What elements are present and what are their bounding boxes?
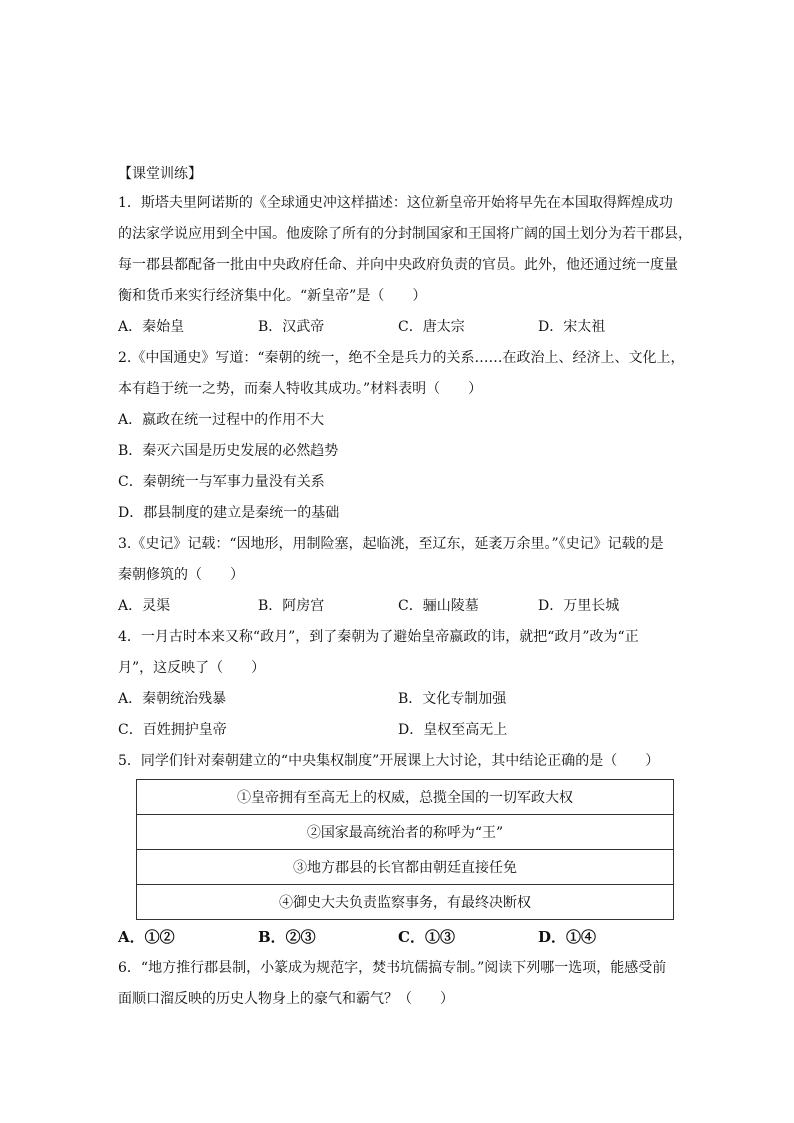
section-title: 【课堂训练】: [118, 166, 202, 182]
question-4-line-2: 月”，这反映了（ ）: [118, 660, 266, 676]
question-2-line-2: 本有趋于统一之势，而秦人特收其成功。”材料表明（ ）: [118, 381, 483, 397]
option-a: A．嬴政在统一过程中的作用不大: [118, 412, 325, 428]
question-4: [118, 622, 678, 746]
worksheet-page: [118, 160, 692, 1015]
question-2: [118, 343, 685, 529]
question-6-line-2: 面顺口溜反映的历史人物身上的豪气和霸气？（ ）: [118, 991, 454, 1007]
option-b: B．文化专制加强: [398, 691, 507, 707]
question-1-line-4: 衡和货币来实行经济集中化。“新皇帝”是（ ）: [118, 288, 427, 304]
option-b: B．秦灭六国是历史发展的必然趋势: [118, 443, 339, 459]
question-5-line-1: 5．同学们针对秦朝建立的“中央集权制度”开展课上大讨论，其中结论正确的是（ ）: [118, 753, 660, 769]
question-2-line-1: 2.《中国通史》写道：“秦朝的统一，绝不全是兵力的关系……在政治上、经济上、文化上，: [118, 350, 685, 366]
option-d: D．万里长城: [538, 598, 620, 614]
question-4-options-row-1: [118, 684, 678, 715]
question-3-line-2: 秦朝修筑的（ ）: [118, 567, 244, 583]
option-d: D．郡县制度的建立是秦统一的基础: [118, 505, 340, 521]
statement-2: ②国家最高统治者的称呼为“王”: [137, 815, 674, 850]
question-1-line-3: 每一郡县都配备一批由中央政府任命、并向中央政府负责的官员。此外，他还通过统一度量: [118, 257, 678, 273]
option-a: A．秦朝统治残暴: [118, 691, 227, 707]
option-d: D．①④: [538, 928, 597, 946]
option-d: D．皇权至高无上: [398, 722, 508, 738]
statement-3: ③地方郡县的长官都由朝廷直接任免: [137, 850, 674, 885]
question-3-options: [118, 591, 678, 622]
option-b: B．汉武帝: [258, 319, 325, 335]
option-c: C．秦朝统一与军事力量没有关系: [118, 474, 325, 490]
option-a: A．秦始皇: [118, 319, 185, 335]
option-a: A．灵渠: [118, 598, 171, 614]
question-1: [118, 188, 692, 343]
option-c: C．骊山陵墓: [398, 598, 479, 614]
question-3: [118, 529, 678, 622]
option-c: C．①③: [398, 928, 455, 946]
option-c: C．唐太宗: [398, 319, 465, 335]
question-3-line-1: 3.《史记》记载：“因地形，用制险塞，起临洮，至辽东，延袤万余里。”《史记》记载的是: [118, 536, 664, 552]
option-b: B．阿房宫: [258, 598, 325, 614]
option-c: C．百姓拥护皇帝: [118, 722, 227, 738]
question-1-options: [118, 312, 678, 343]
question-6-line-1: 6．“地方推行郡县制，小篆成为规范字，焚书坑儒搞专制。”阅读下列哪一选项，能感受前: [118, 960, 667, 976]
option-d: D．宋太祖: [538, 319, 606, 335]
question-5-options: [118, 922, 678, 953]
statement-4: ④御史大夫负责监察事务，有最终决断权: [137, 885, 674, 920]
question-1-line-1: 1．斯塔夫里阿诺斯的《全球通史冲这样描述：这位新皇帝开始将早先在本国取得辉煌成功: [118, 195, 673, 211]
question-5: [118, 746, 678, 953]
statement-1: ①皇帝拥有至高无上的权威，总揽全国的一切军政大权: [137, 780, 674, 815]
question-1-line-2: 的法家学说应用到全中国。他废除了所有的分封制国家和王国将广阔的国土划分为若干郡县，: [118, 226, 692, 242]
option-b: B．②③: [258, 928, 316, 946]
question-4-line-1: 4．一月古时本来又称“政月”，到了秦朝为了避始皇帝嬴政的讳，就把“政月”改为“正: [118, 629, 639, 645]
question-4-options-row-2: [118, 715, 678, 746]
statements-table: [136, 779, 674, 920]
option-a: A．①②: [118, 928, 175, 946]
question-6: [118, 953, 678, 1015]
